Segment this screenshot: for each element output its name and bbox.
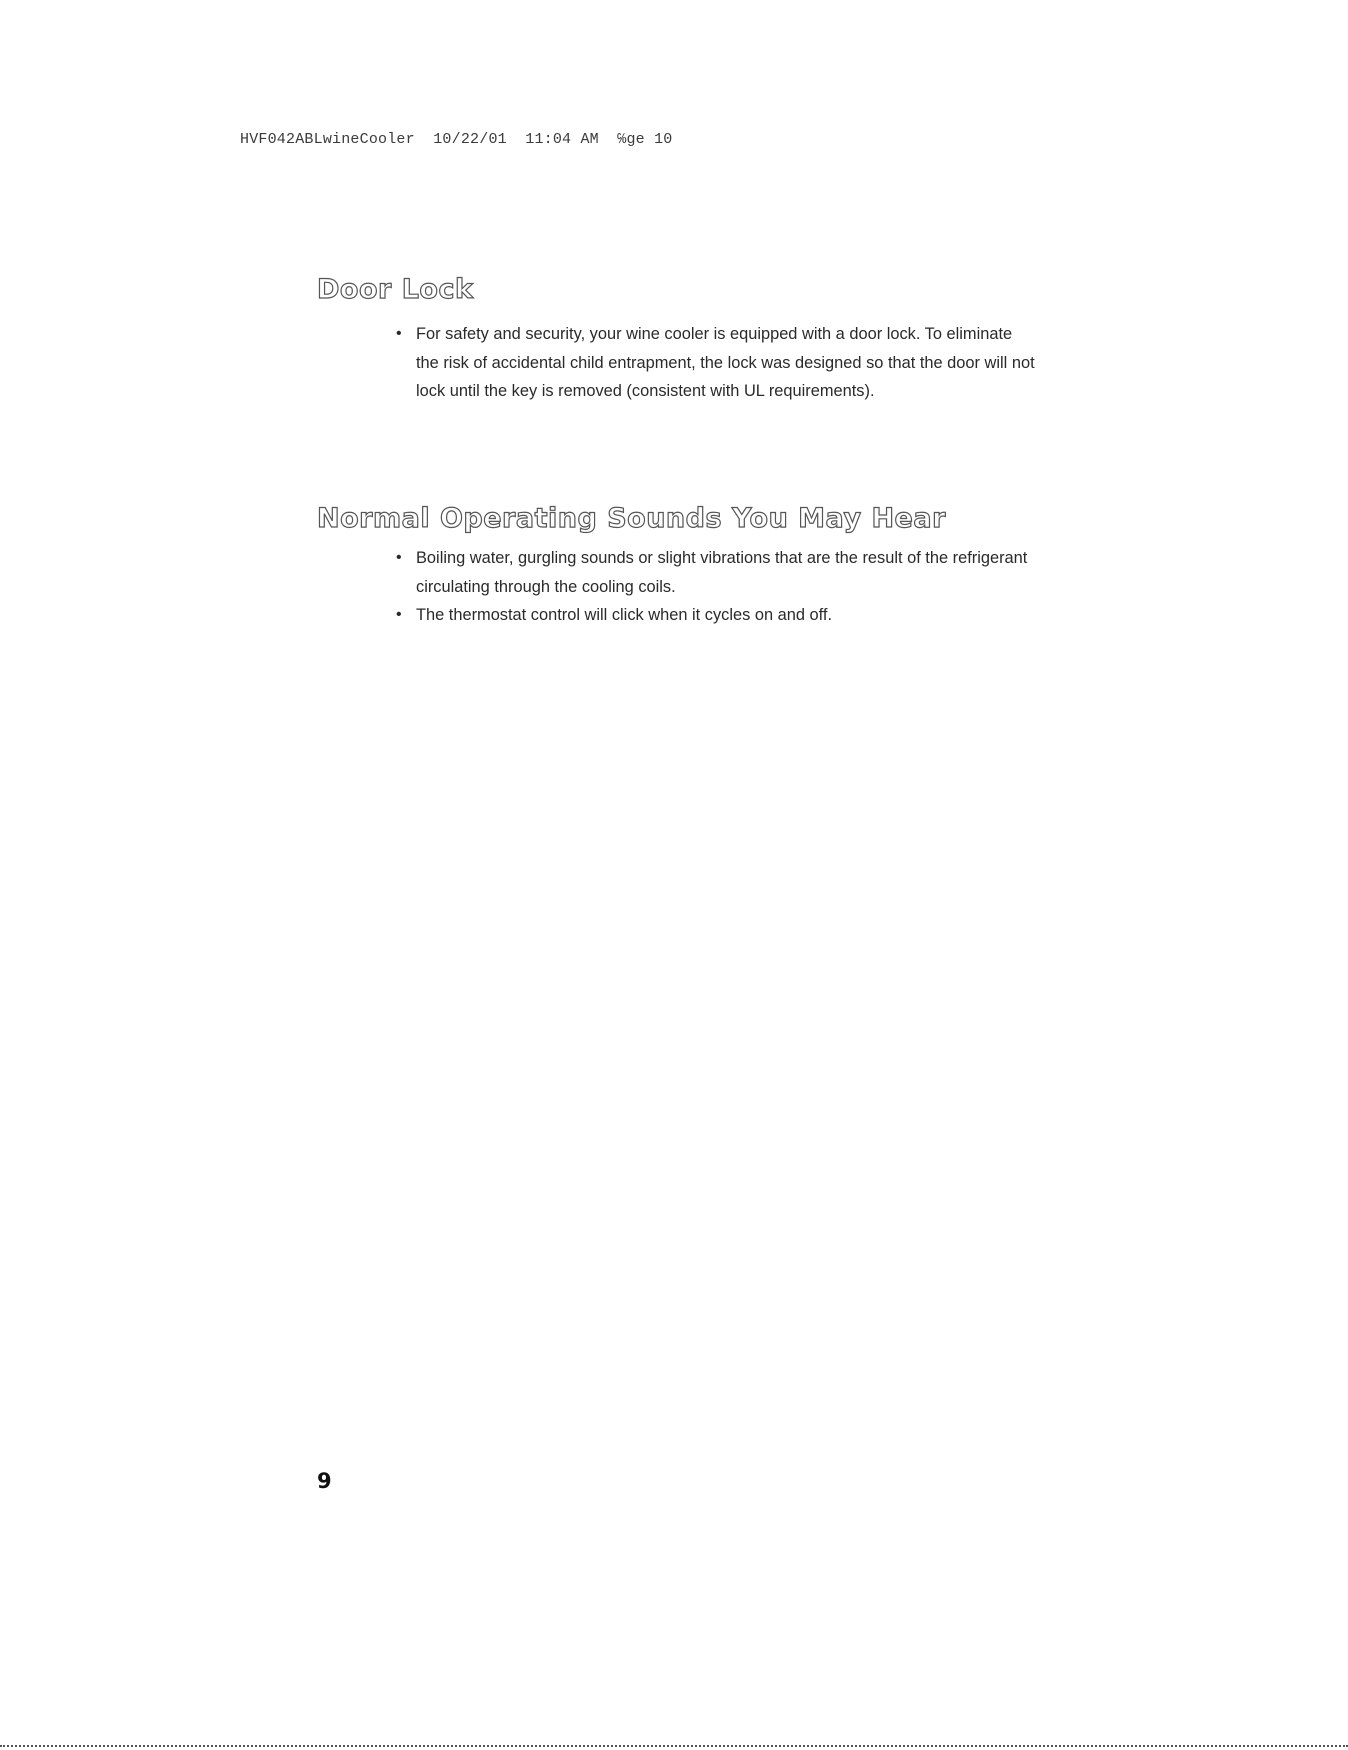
page-number: 9	[317, 1469, 332, 1493]
list-item	[396, 544, 1036, 601]
bullet-list	[396, 320, 1036, 406]
list-item	[396, 601, 1036, 630]
list-item	[396, 320, 1036, 406]
bullet-icon: •	[396, 549, 402, 566]
section-heading: Door Lock	[317, 274, 474, 305]
section-heading: Normal Operating Sounds You May Hear	[317, 503, 946, 534]
list-item-text: The thermostat control will click when it cycles on and off.	[416, 606, 833, 624]
section-door-lock	[317, 274, 1037, 406]
section-operating-sounds	[317, 503, 1037, 630]
list-item-text: Boiling water, gurgling sounds or slight vibrations that are the result of the refrigerant circulating through the cooling coils.	[416, 549, 1028, 596]
bottom-rule	[0, 1745, 1348, 1747]
bullet-icon: •	[396, 606, 402, 623]
bullet-list	[396, 544, 1036, 630]
print-header: HVF042ABLwineCooler 10/22/01 11:04 AM ℅ge 10	[240, 131, 673, 148]
bullet-icon: •	[396, 325, 402, 342]
list-item-text: For safety and security, your wine cooler is equipped with a door lock. To eliminate the risk of accidental child entrapment, the lock was designed so that the door will not lock until the key is removed (consistent with UL requirements).	[416, 325, 1035, 400]
